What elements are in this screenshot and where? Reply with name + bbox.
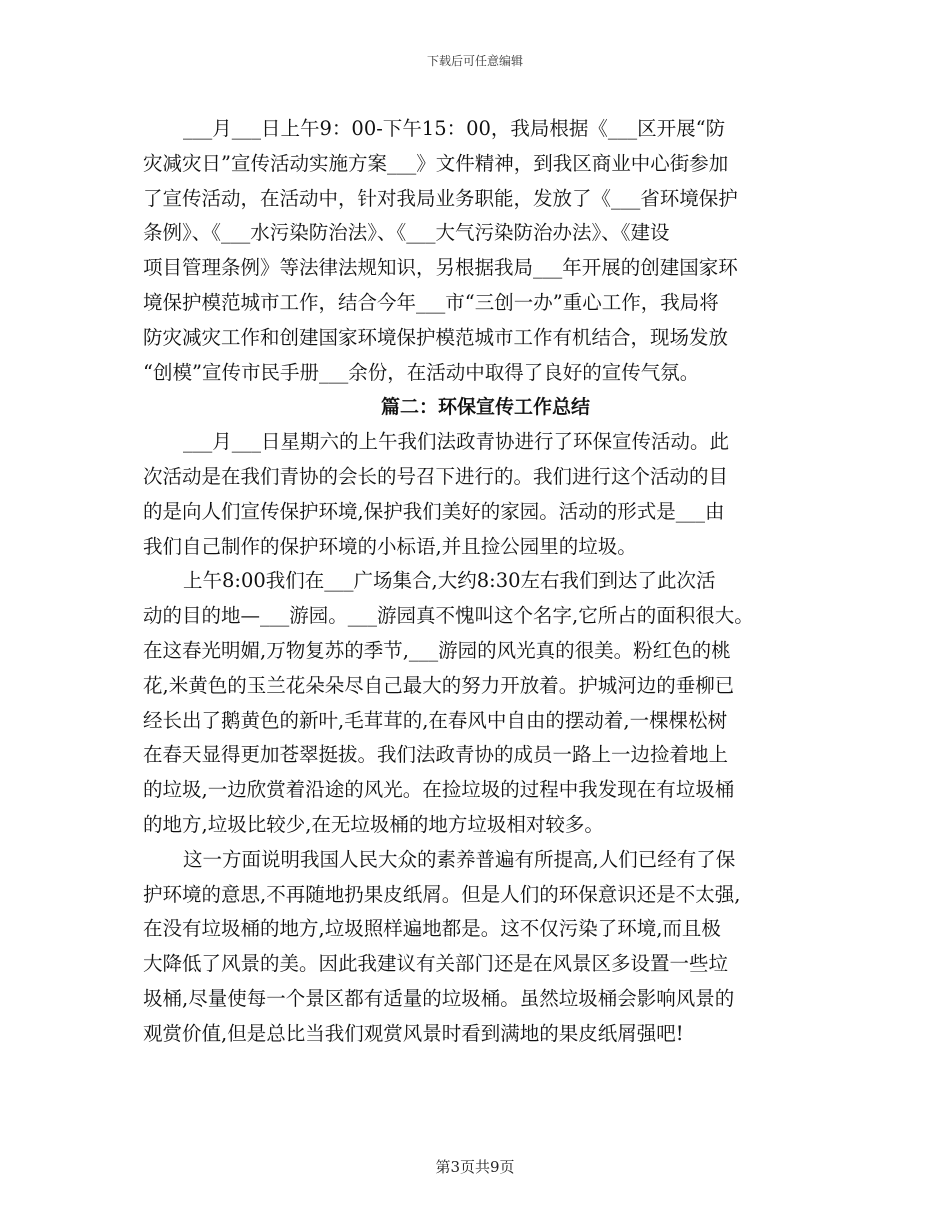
text-line: 护环境的意思,不再随地扔果皮纸屑。但是人们的环保意识还是不太强,	[143, 882, 741, 906]
text-line: 在没有垃圾桶的地方,垃圾照样遍地都是。这不仅污染了环境,而且极	[143, 917, 721, 941]
text-line: 在这春光明媚,万物复苏的季节,___游园的风光真的很美。粉红色的桃	[143, 638, 731, 662]
page-header: 下载后可任意编辑	[426, 54, 523, 68]
section2-paragraph-2	[143, 564, 828, 842]
section-title: 篇二：环保宣传工作总结	[380, 396, 590, 419]
text-line: 的是向人们宣传保护环境,保护我们美好的家园。活动的形式是___由	[143, 499, 725, 523]
text-line: ___月___日星期六的上午我们法政青协进行了环保宣传活动。此	[183, 430, 730, 454]
text-line: “创模”宣传市民手册___余份，在活动中取得了良好的宣传气氛。	[143, 360, 700, 384]
text-line: 境保护模范城市工作，结合今年___市“三创一办”重心工作，我局将	[143, 290, 719, 314]
text-line: 次活动是在我们青协的会长的号召下进行的。我们进行这个活动的目	[143, 464, 729, 488]
text-line: 观赏价值,但是总比当我们观赏风景时看到满地的果皮纸屑强吧!	[143, 1021, 684, 1045]
text-line: ___月___日上午9：00-下午15：00，我局根据《___区开展“防	[183, 117, 726, 140]
text-line: 条例》、《___水污染防治法》、《___大气污染防治办法》、《建设	[143, 221, 670, 245]
section2-paragraph-3	[143, 843, 828, 1052]
text-line: 我们自己制作的保护环境的小标语,并且捡公园里的垃圾。	[143, 534, 637, 558]
page-number: 第3页共9页	[435, 1158, 515, 1176]
document-body	[143, 112, 828, 1052]
text-line: 这一方面说明我国人民大众的素养普遍有所提高,人们已经有了保	[183, 847, 736, 871]
section2-paragraph-1	[143, 425, 828, 564]
text-line: 大降低了风景的美。因此我建议有关部门还是在风景区多设置一些垃	[143, 952, 729, 976]
text-line: 动的目的地—___游园。___游园真不愧叫这个名字,它所占的面积很大。	[143, 604, 754, 628]
text-line: 的垃圾,一边欣赏着沿途的风光。在捡垃圾的过程中我发现在有垃圾桶	[143, 778, 735, 802]
text-line: 的地方,垃圾比较少,在无垃圾桶的地方垃圾相对较多。	[143, 812, 604, 836]
text-line: 防灾减灾工作和创建国家环境保护模范城市工作有机结合，现场发放	[143, 325, 729, 349]
text-line: 圾桶,尽量使每一个景区都有适量的垃圾桶。虽然垃圾桶会影响风景的	[143, 986, 735, 1010]
text-line: 了宣传活动，在活动中，针对我局业务职能，发放了《___省环境保护	[143, 186, 738, 210]
text-line: 在春天显得更加苍翠挺拔。我们法政青协的成员一路上一边捡着地上	[143, 743, 729, 767]
text-line: 上午8:00我们在___广场集合,大约8:30左右我们到达了此次活	[183, 569, 716, 593]
text-line: 项目管理条例》等法律法规知识，另根据我局___年开展的创建国家环	[143, 256, 738, 280]
text-line: 灾减灾日”宣传活动实施方案___》文件精神，到我区商业中心街参加	[143, 151, 729, 175]
text-line: 经长出了鹅黄色的新叶,毛茸茸的,在春风中自由的摆动着,一棵棵松树	[143, 708, 728, 732]
text-line: 花,米黄色的玉兰花朵朵尽自己最大的努力开放着。护城河边的垂柳已	[143, 673, 735, 697]
section1-paragraph	[143, 112, 828, 390]
